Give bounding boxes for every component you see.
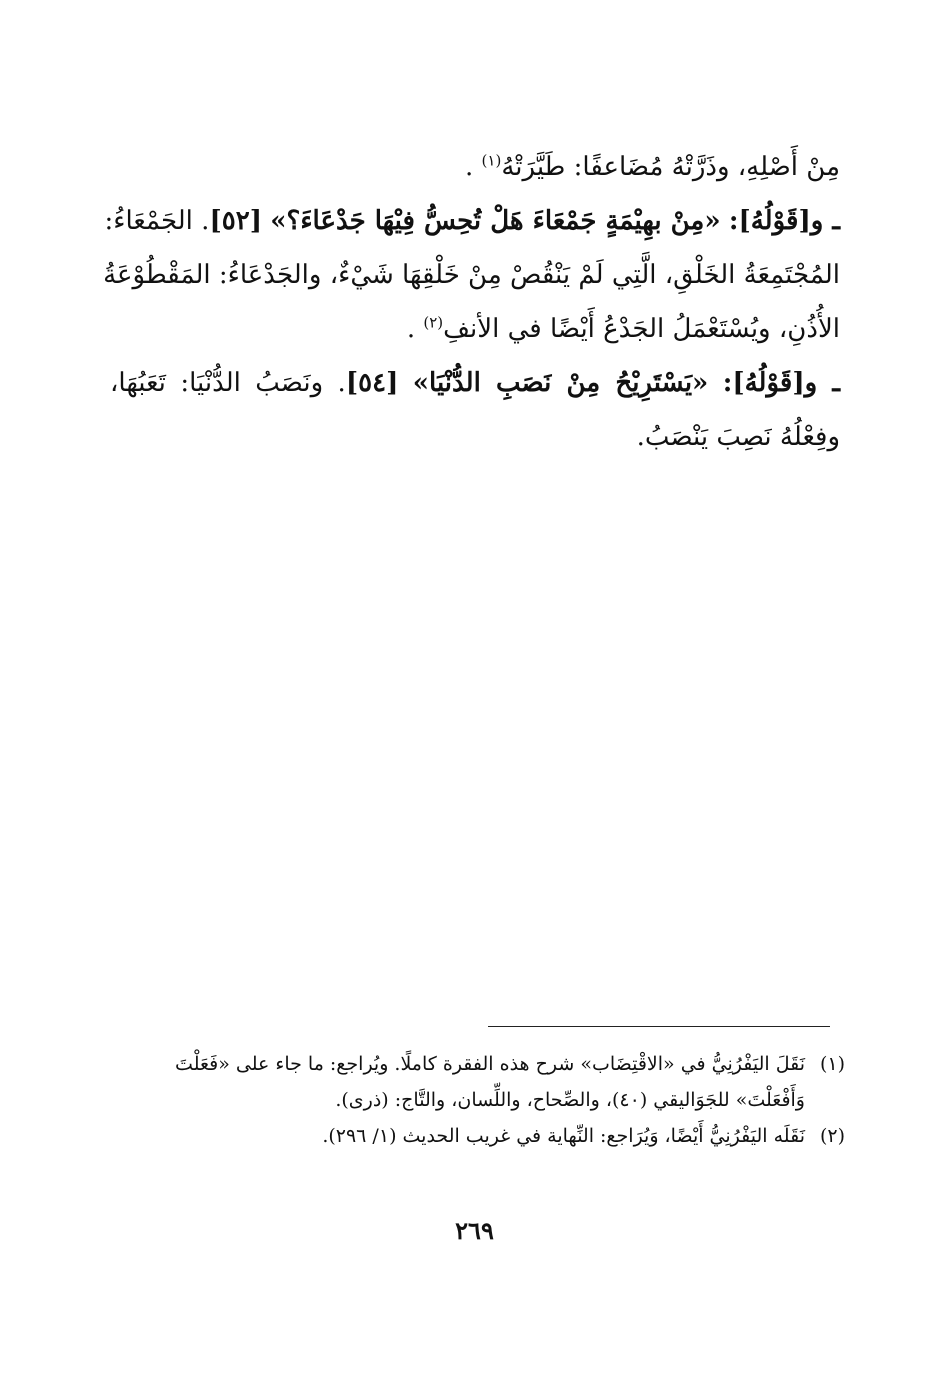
paragraph-2-line-3-text: الأُذُنِ، ويُسْتَعْمَلُ الجَدْعُ أَيْضًا في الأنفِ bbox=[443, 314, 840, 344]
footnote-2 bbox=[110, 1118, 845, 1154]
paragraph-2-quote: «مِنْ بهِيْمَةٍ جَمْعَاءَ هَلْ تُحِسُّ فِيْهَا جَدْعَاءَ؟» bbox=[270, 206, 721, 236]
paragraph-3-rest: . ونَصَبُ الدُّنْيَا: تَعَبُهَا، bbox=[110, 368, 346, 398]
line-1-text: مِنْ أَصْلِهِ، وذَرَّتْهُ مُضَاعفًا: طَيَّرَتْهُ bbox=[501, 152, 840, 182]
paragraph-3-ref: [٥٤] bbox=[345, 368, 399, 398]
paragraph-2-line-2: المُجْتَمِعَةُ الخَلْقِ، الَّتِي لَمْ يَنْقُصْ مِنْ خَلْقِهَا شَيْءٌ، والجَدْعَاءُ: المَقْطُوْعَةُ bbox=[103, 260, 840, 290]
footnote-1-number: (١) bbox=[819, 1053, 845, 1075]
footnotes bbox=[110, 1046, 845, 1154]
paragraph-3-quote: «يَسْتَرِيْحُ مِنْ نَصَبِ الدُّنْيَا» bbox=[412, 368, 709, 398]
paragraph-3-line-2: وفِعْلُهُ نَصِبَ يَنْصَبُ. bbox=[636, 422, 840, 452]
paragraph-3-lead: ـ و[قَوْلُهُ]: bbox=[722, 368, 840, 398]
paragraph-2-line-1 bbox=[104, 194, 840, 248]
paragraph-2-lead: ـ و[قَوْلُهُ]: bbox=[728, 206, 840, 236]
footnote-ref-1[interactable]: (١) bbox=[481, 151, 502, 170]
footnote-2-line-1: نَقَلَه اليَفْرُنِيُّ أَيْضًا، وَيُرَاجع: النِّهاية في غريب الحديث (١/ ٢٩٦). bbox=[322, 1125, 805, 1147]
footnote-1 bbox=[110, 1046, 845, 1082]
line-1-end: . bbox=[465, 152, 474, 182]
footnote-1-line-2: وَأَفْعَلْتَ» للجَوَاليقي (٤٠)، والصِّحاح، واللِّسان، والتَّاج: (ذرى). bbox=[335, 1089, 805, 1111]
main-text bbox=[103, 140, 840, 464]
footnote-separator bbox=[488, 1026, 830, 1027]
paragraph-2-rest: . الجَمْعَاءُ: bbox=[104, 206, 210, 236]
footnote-ref-2[interactable]: (٢) bbox=[423, 313, 444, 332]
text-line-1 bbox=[110, 140, 840, 194]
page-number: ٢٦٩ bbox=[455, 1216, 494, 1245]
paragraph-3-line-1 bbox=[110, 356, 840, 410]
paragraph-2-ref: [٥٢] bbox=[209, 206, 263, 236]
paragraph-2-line-3 bbox=[110, 302, 840, 356]
footnote-2-number: (٢) bbox=[819, 1125, 845, 1147]
paragraph-2-line-3-end: . bbox=[406, 314, 416, 344]
footnote-1-line-1: نَقَلَ اليَفْرُنِيُّ في «الاقْتِضَاب» شرح هذه الفقرة كاملًا. ويُراجع: ما جاء على «فَعَلْتَ bbox=[175, 1053, 805, 1075]
